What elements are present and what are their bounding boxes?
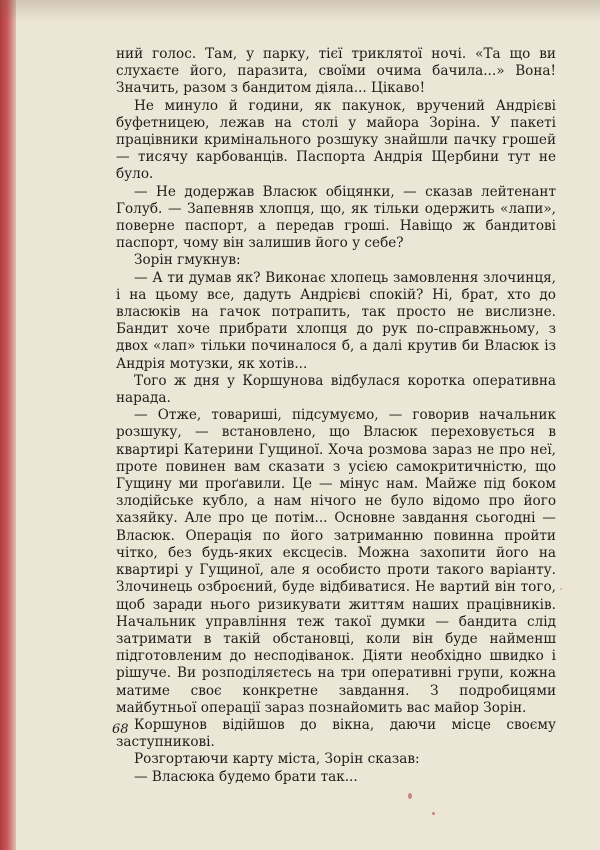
paragraph: — Власюка будемо брати так... bbox=[134, 768, 358, 785]
paragraph: — Отже, товариші, підсумуємо, — говорив начальник розшуку, — встановлено, що Власюк переховується в квартирі Катерини Гущиної. Хоча розмова зараз не про неї, проте повинен вам сказати з усією самокритичністю, що Гущину ми проґавили. Це — мінус нам. Майже під боком злодійське кубло, а нам нічого не було відомо про його хазяйку. Але про це потім... Основне завдання сьогодні — Власюк. Операція по його затриманню повинна пройти чітко, без будь-яких ексцесів. Можна захопити його на квартирі у Гущиної, але я особисто проти такого варіанту. Злочинець озброєний, буде відбиватися. Не вартий він того, щоб заради нього ризикувати життям наших працівників. Начальник управління теж такої думки — бандита слід затримати в такій обстановці, коли він буде найменш підготовленим до несподіванок. Діяти необхідно швидко і рішуче. Ви розподіляєтесь на три оперативні групи, кожна матиме своє конкретне завдання. З подробицями майбутньої операції зараз познайомить вас майор Зорін. bbox=[116, 407, 556, 716]
page-shadow bbox=[0, 0, 600, 22]
paragraph: Розгортаючи карту міста, Зорін сказав: bbox=[134, 751, 420, 768]
stain-speck bbox=[560, 588, 562, 590]
book-spine bbox=[0, 0, 16, 850]
paragraph: Не минуло й години, як пакунок, вручений Андрієві буфетницею, лежав на столі у майора Зоріна. У пакеті працівники кримінального розшуку знайшли пачку грошей — тисячу карбованців. Паспорта Андрія Щербини тут не було. bbox=[116, 97, 556, 183]
stain-speck bbox=[432, 812, 435, 815]
paragraph: — Не додержав Власюк обіцянки, — сказав лейтенант Голуб. — Запевняв хлопця, що, як тільки одержить «лапи», поверне паспорт, а передав гроші. Навіщо ж бандитові паспорт, чому він залишив його у себе? bbox=[116, 183, 556, 252]
page-number: 68 bbox=[112, 722, 129, 737]
body-text bbox=[116, 46, 556, 786]
paragraph: Того ж дня у Коршунова відбулася коротка оперативна нарада. bbox=[116, 372, 556, 407]
paragraph: Коршунов відійшов до вікна, даючи місце своєму заступникові. bbox=[116, 716, 556, 751]
stain-speck bbox=[408, 793, 412, 799]
paragraph: — А ти думав як? Виконає хлопець замовлення злочинця, і на цьому все, дадуть Андрієві спокій? Ні, брат, хто до власюків на гачок потрапить, так просто не вислизне. Бандит хоче прибрати хлопця до рук по-справжньому, з двох «лап» тільки починалося б, а далі крутив би Власюк із Андрія мотузки, як хотів... bbox=[116, 269, 556, 372]
paragraph: Зорін гмукнув: bbox=[134, 252, 241, 269]
paragraph: ний голос. Там, у парку, тієї триклятої ночі. «Та що ви слухаєте його, паразита, своїми очима бачила...» Вона! Значить, разом з бандитом діяла... Цікаво! bbox=[116, 46, 556, 97]
